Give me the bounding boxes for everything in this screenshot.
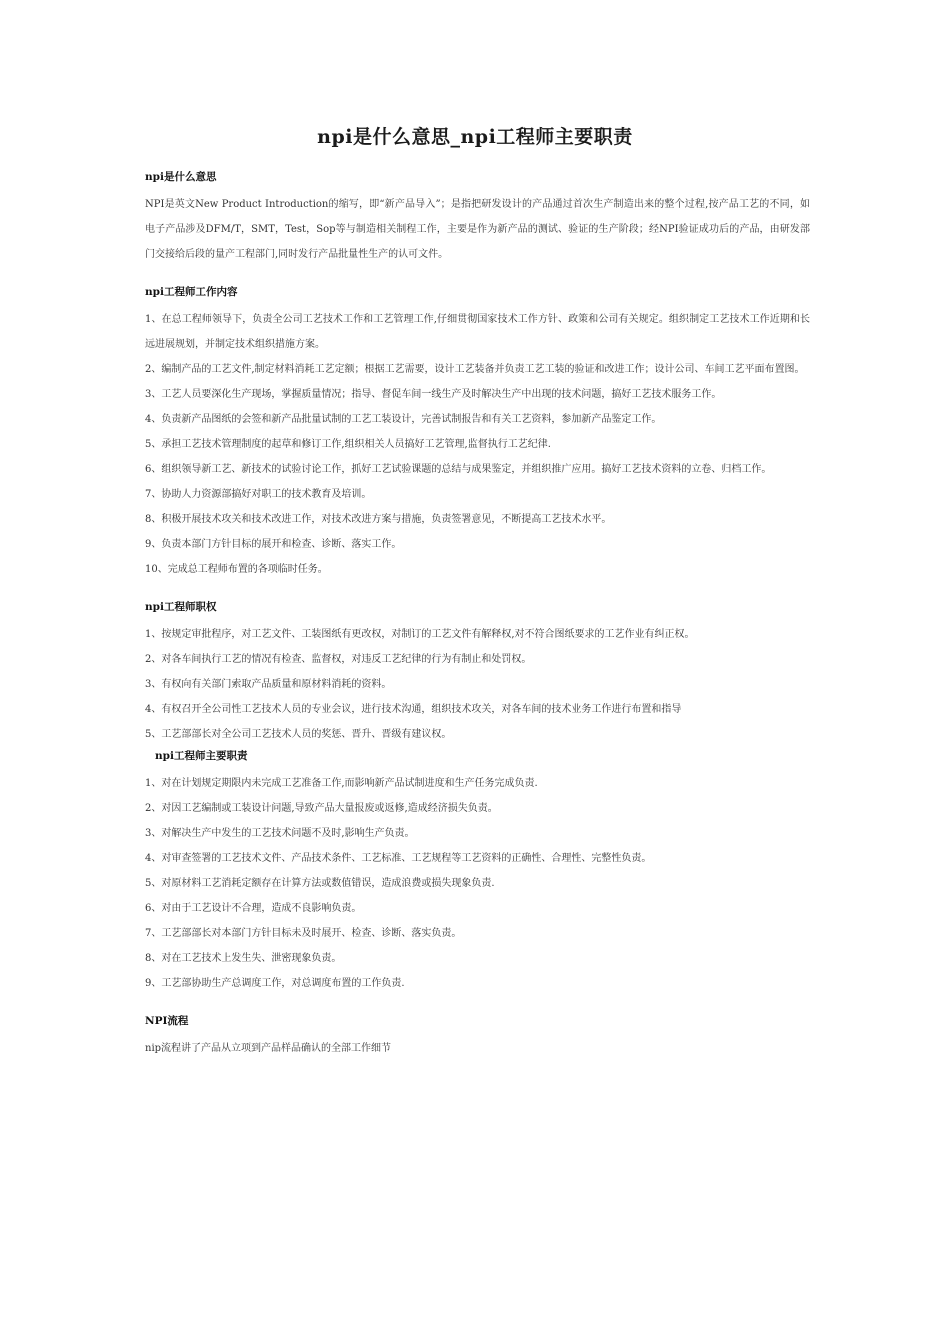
- section-heading-process: NPI流程: [145, 1015, 189, 1027]
- list-item: 9、工艺部协助生产总调度工作，对总调度布置的工作负责.: [145, 978, 405, 989]
- list-item: 4、有权召开全公司性工艺技术人员的专业会议，进行技术沟通，组织技术攻关，对各车间的技术业务工作进行布置和指导: [145, 704, 682, 715]
- list-item: 7、工艺部部长对本部门方针目标未及时展开、检查、诊断、落实负责。: [145, 928, 462, 939]
- list-item: 5、承担工艺技术管理制度的起草和修订工作,组织相关人员搞好工艺管理,监督执行工艺纪律.: [145, 439, 551, 450]
- list-item: 1、对在计划规定期限内未完成工艺准备工作,而影响新产品试制进度和生产任务完成负责.: [145, 778, 538, 789]
- process-paragraph: nip流程讲了产品从立项到产品样品确认的全部工作细节: [145, 1043, 392, 1054]
- work-list: [145, 307, 810, 582]
- list-item: 10、完成总工程师布置的各项临时任务。: [145, 564, 328, 575]
- section-meaning: [145, 168, 810, 267]
- section-duties: [145, 747, 810, 996]
- list-item: 3、对解决生产中发生的工艺技术问题不及时,影响生产负责。: [145, 828, 415, 839]
- list-item: 8、对在工艺技术上发生失、泄密现象负责。: [145, 953, 342, 964]
- list-item: 3、有权向有关部门索取产品质量和原材料消耗的资料。: [145, 679, 392, 690]
- list-item: 5、工艺部部长对全公司工艺技术人员的奖惩、晋升、晋级有建议权。: [145, 729, 452, 740]
- section-heading-duties: npi工程师主要职责: [155, 750, 248, 762]
- list-item: 2、编制产品的工艺文件,制定材料消耗工艺定额；根据工艺需要，设计工艺装备并负责工艺工装的验证和改进工作；设计公司、车间工艺平面布置图。: [145, 364, 805, 375]
- page-title: npi是什么意思_npi工程师主要职责: [317, 126, 633, 148]
- list-item: 1、在总工程师领导下，负责全公司工艺技术工作和工艺管理工作,仔细贯彻国家技术工作方针、政策和公司有关规定。组织制定工艺技术工作近期和长远进展规划，并制定技术组织措施方案。: [145, 314, 810, 350]
- list-item: 9、负责本部门方针目标的展开和检查、诊断、落实工作。: [145, 539, 402, 550]
- section-work: [145, 283, 810, 582]
- list-item: 6、组织领导新工艺、新技术的试验讨论工作，抓好工艺试验课题的总结与成果鉴定，并组织推广应用。搞好工艺技术资料的立卷、归档工作。: [145, 464, 772, 475]
- document-body: [145, 168, 810, 1061]
- list-item: 6、对由于工艺设计不合理，造成不良影响负责。: [145, 903, 362, 914]
- meaning-paragraph: NPI是英文New Product Introduction的缩写，即“新产品导入”；是指把研发设计的产品通过首次生产制造出来的整个过程,按产品工艺的不同，如电子产品涉及DFM/T，SMT，Test，Sop等与制造相关制程工作，主要是作为新产品的测试、验证的生产阶段；经NPI验证成功后的产品，由研发部门交接给后段的量产工程部门,同时发行产品批量性生产的认可文件。: [145, 199, 810, 260]
- section-heading-meaning: npi是什么意思: [145, 171, 217, 183]
- list-item: 7、协助人力资源部搞好对职工的技术教育及培训。: [145, 489, 372, 500]
- duties-list: [145, 771, 810, 996]
- list-item: 5、对原材料工艺消耗定额存在计算方法或数值错误，造成浪费或损失现象负责.: [145, 878, 495, 889]
- authority-list: [145, 622, 810, 747]
- list-item: 2、对各车间执行工艺的情况有检查、监督权，对违反工艺纪律的行为有制止和处罚权。: [145, 654, 532, 665]
- section-heading-authority: npi工程师职权: [145, 601, 217, 613]
- section-spacer: [145, 582, 810, 598]
- list-item: 1、按规定审批程序，对工艺文件、工装图纸有更改权，对制订的工艺文件有解释权,对不符合图纸要求的工艺作业有纠正权。: [145, 629, 695, 640]
- list-item: 8、积极开展技术攻关和技术改进工作，对技术改进方案与措施，负责签署意见，不断提高工艺技术水平。: [145, 514, 612, 525]
- list-item: 2、对因工艺编制或工装设计问题,导致产品大量报废或返修,造成经济损失负责。: [145, 803, 498, 814]
- section-spacer: [145, 267, 810, 283]
- section-process: [145, 1012, 810, 1061]
- list-item: 4、对审查签署的工艺技术文件、产品技术条件、工艺标准、工艺规程等工艺资料的正确性、合理性、完整性负责。: [145, 853, 652, 864]
- list-item: 3、工艺人员要深化生产现场，掌握质量情况；指导、督促车间一线生产及时解决生产中出现的技术问题，搞好工艺技术服务工作。: [145, 389, 722, 400]
- section-spacer: [145, 996, 810, 1012]
- section-heading-work: npi工程师工作内容: [145, 286, 238, 298]
- list-item: 4、负责新产品图纸的会签和新产品批量试制的工艺工装设计，完善试制报告和有关工艺资料，参加新产品鉴定工作。: [145, 414, 662, 425]
- section-authority: [145, 598, 810, 747]
